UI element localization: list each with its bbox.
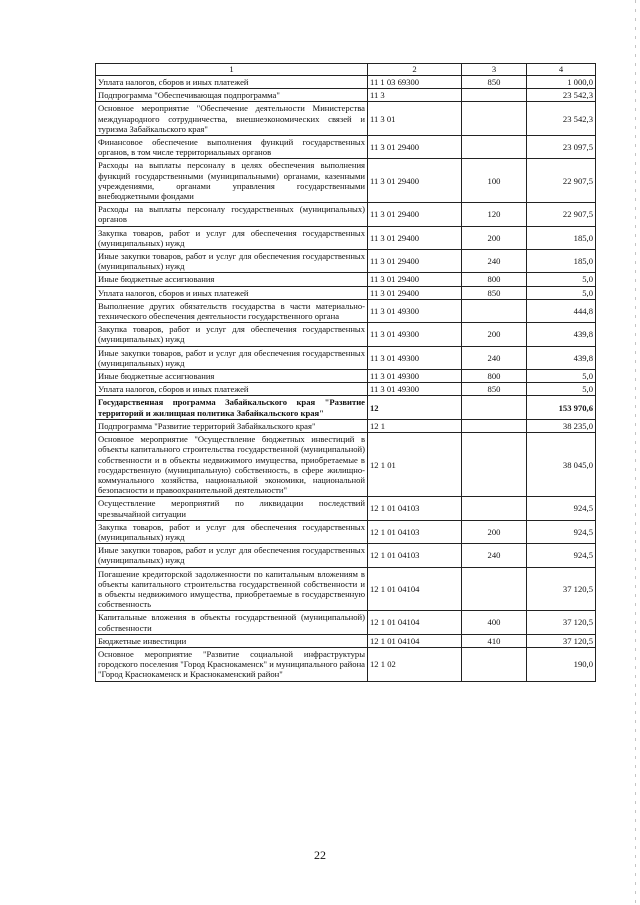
row-expense-type: 800	[462, 273, 527, 286]
table-row	[96, 323, 596, 346]
row-code: 12 1	[368, 419, 462, 432]
row-amount: 5,0	[527, 273, 596, 286]
row-amount: 190,0	[527, 647, 596, 681]
row-name: Уплата налогов, сборов и иных платежей	[96, 383, 368, 396]
row-name: Иные закупки товаров, работ и услуг для обеспечения государственных (муниципальных) нужд	[96, 544, 368, 567]
table-row	[96, 76, 596, 89]
table-row	[96, 567, 596, 611]
row-expense-type: 400	[462, 611, 527, 634]
row-code: 11 3 01 29400	[368, 159, 462, 203]
row-amount: 185,0	[527, 250, 596, 273]
row-expense-type: 120	[462, 203, 527, 226]
table-body	[96, 76, 596, 682]
row-code: 11 3 01 49300	[368, 346, 462, 369]
page-number: 22	[314, 848, 326, 862]
row-amount: 23 542,3	[527, 89, 596, 102]
table-row	[96, 419, 596, 432]
row-name: Погашение кредиторской задолженности по капитальным вложениям в объекты капитального строительства государственной собственности и в объекты недвижимого имущества, приобретаемые в государственную собственность	[96, 567, 368, 611]
row-expense-type	[462, 396, 527, 419]
row-expense-type	[462, 102, 527, 136]
row-code: 11 3 01 49300	[368, 370, 462, 383]
row-code: 12 1 01 04104	[368, 634, 462, 647]
row-amount: 37 120,5	[527, 567, 596, 611]
row-expense-type	[462, 89, 527, 102]
row-amount: 22 907,5	[527, 159, 596, 203]
row-code: 12 1 01 04104	[368, 567, 462, 611]
row-code: 11 3 01 29400	[368, 286, 462, 299]
header-col-4: 4	[527, 64, 596, 76]
row-name: Уплата налогов, сборов и иных платежей	[96, 76, 368, 89]
row-expense-type: 850	[462, 286, 527, 299]
row-code: 11 3 01	[368, 102, 462, 136]
row-expense-type	[462, 419, 527, 432]
row-code: 11 3 01 29400	[368, 273, 462, 286]
row-amount: 439,8	[527, 323, 596, 346]
row-code: 12 1 01 04104	[368, 611, 462, 634]
row-expense-type	[462, 136, 527, 159]
row-amount: 38 235,0	[527, 419, 596, 432]
row-code: 12 1 01 04103	[368, 497, 462, 520]
table-row	[96, 226, 596, 249]
row-name: Основное мероприятие "Развитие социальной инфраструктуры городского поселения "Город Краснокаменск" и муниципального района "Город Краснокаменск и Краснокаменский район"	[96, 647, 368, 681]
row-expense-type	[462, 497, 527, 520]
row-expense-type: 410	[462, 634, 527, 647]
row-amount: 439,8	[527, 346, 596, 369]
row-name: Подпрограмма "Развитие территорий Забайкальского края"	[96, 419, 368, 432]
table-row	[96, 647, 596, 681]
row-amount: 185,0	[527, 226, 596, 249]
row-expense-type	[462, 299, 527, 322]
row-amount: 924,5	[527, 520, 596, 543]
row-name: Закупка товаров, работ и услуг для обеспечения государственных (муниципальных) нужд	[96, 226, 368, 249]
row-code: 11 3	[368, 89, 462, 102]
table-row	[96, 299, 596, 322]
row-name: Финансовое обеспечение выполнения функций государственных органов, в том числе территориальных органов	[96, 136, 368, 159]
table-row	[96, 370, 596, 383]
row-code: 11 3 01 49300	[368, 383, 462, 396]
table-row	[96, 89, 596, 102]
row-amount: 38 045,0	[527, 433, 596, 497]
row-code: 11 1 03 69300	[368, 76, 462, 89]
row-expense-type: 200	[462, 520, 527, 543]
row-expense-type: 240	[462, 250, 527, 273]
row-name: Государственная программа Забайкальского края "Развитие территорий и жилищная политика Забайкальского края"	[96, 396, 368, 419]
row-amount: 22 907,5	[527, 203, 596, 226]
table-row	[96, 497, 596, 520]
table-row	[96, 634, 596, 647]
row-name: Бюджетные инвестиции	[96, 634, 368, 647]
table-row	[96, 396, 596, 419]
row-expense-type: 850	[462, 383, 527, 396]
row-name: Расходы на выплаты персоналу в целях обеспечения выполнения функций государственными (муниципальными) органами, казенными учреждениями, органами управления государственными внебюджетными фондами	[96, 159, 368, 203]
budget-table	[95, 63, 596, 682]
table-row	[96, 433, 596, 497]
row-amount: 5,0	[527, 370, 596, 383]
table-row	[96, 136, 596, 159]
row-name: Осуществление мероприятий по ликвидации последствий чрезвычайной ситуации	[96, 497, 368, 520]
table-row	[96, 203, 596, 226]
table-header-row	[96, 64, 596, 76]
row-name: Уплата налогов, сборов и иных платежей	[96, 286, 368, 299]
row-expense-type: 240	[462, 346, 527, 369]
header-col-1: 1	[96, 64, 368, 76]
row-name: Закупка товаров, работ и услуг для обеспечения государственных (муниципальных) нужд	[96, 520, 368, 543]
row-code: 11 3 01 29400	[368, 203, 462, 226]
table-row	[96, 102, 596, 136]
row-code: 11 3 01 49300	[368, 299, 462, 322]
row-name: Капитальные вложения в объекты государственной (муниципальной) собственности	[96, 611, 368, 634]
header-col-2: 2	[368, 64, 462, 76]
table-row	[96, 544, 596, 567]
row-expense-type	[462, 433, 527, 497]
row-code: 11 3 01 29400	[368, 250, 462, 273]
row-amount: 1 000,0	[527, 76, 596, 89]
table-row	[96, 383, 596, 396]
row-code: 12 1 01 04103	[368, 544, 462, 567]
row-amount: 23 542,3	[527, 102, 596, 136]
row-expense-type: 850	[462, 76, 527, 89]
row-code: 12 1 01 04103	[368, 520, 462, 543]
row-name: Иные бюджетные ассигнования	[96, 370, 368, 383]
row-expense-type: 100	[462, 159, 527, 203]
table-row	[96, 273, 596, 286]
table-row	[96, 159, 596, 203]
row-expense-type	[462, 567, 527, 611]
row-amount: 37 120,5	[527, 611, 596, 634]
table-row	[96, 520, 596, 543]
row-name: Основное мероприятие "Обеспечение деятельности Министерства международного сотрудничества, внешнеэкономических связей и туризма Забайкальского края"	[96, 102, 368, 136]
row-name: Выполнение других обязательств государства в части материально-технического обеспечения деятельности государственного органа	[96, 299, 368, 322]
row-code: 12 1 02	[368, 647, 462, 681]
row-expense-type: 800	[462, 370, 527, 383]
scan-edge-artifact	[635, 0, 636, 905]
row-name: Расходы на выплаты персоналу государственных (муниципальных) органов	[96, 203, 368, 226]
row-name: Иные закупки товаров, работ и услуг для обеспечения государственных (муниципальных) нужд	[96, 250, 368, 273]
row-expense-type	[462, 647, 527, 681]
table-row	[96, 611, 596, 634]
row-code: 12	[368, 396, 462, 419]
header-col-3: 3	[462, 64, 527, 76]
row-name: Основное мероприятие "Осуществление бюджетных инвестиций в объекты капитального строительства государственной (муниципальной) собственности и в объекты недвижимого имущества, приобретаемые в государственную (муниципальную) собственность, в сфере жилищно-коммунального хозяйства, национальной экономики, национальной безопасности и правоохранительной деятельности"	[96, 433, 368, 497]
row-code: 12 1 01	[368, 433, 462, 497]
row-amount: 924,5	[527, 544, 596, 567]
row-name: Иные бюджетные ассигнования	[96, 273, 368, 286]
row-name: Подпрограмма "Обеспечивающая подпрограмма"	[96, 89, 368, 102]
row-amount: 924,5	[527, 497, 596, 520]
row-expense-type: 200	[462, 323, 527, 346]
row-amount: 444,8	[527, 299, 596, 322]
row-amount: 153 970,6	[527, 396, 596, 419]
row-code: 11 3 01 49300	[368, 323, 462, 346]
row-amount: 5,0	[527, 286, 596, 299]
row-name: Иные закупки товаров, работ и услуг для обеспечения государственных (муниципальных) нужд	[96, 346, 368, 369]
row-code: 11 3 01 29400	[368, 226, 462, 249]
row-amount: 5,0	[527, 383, 596, 396]
table-row	[96, 286, 596, 299]
row-code: 11 3 01 29400	[368, 136, 462, 159]
table-row	[96, 250, 596, 273]
row-name: Закупка товаров, работ и услуг для обеспечения государственных (муниципальных) нужд	[96, 323, 368, 346]
row-expense-type: 240	[462, 544, 527, 567]
row-amount: 37 120,5	[527, 634, 596, 647]
table-row	[96, 346, 596, 369]
row-amount: 23 097,5	[527, 136, 596, 159]
row-expense-type: 200	[462, 226, 527, 249]
